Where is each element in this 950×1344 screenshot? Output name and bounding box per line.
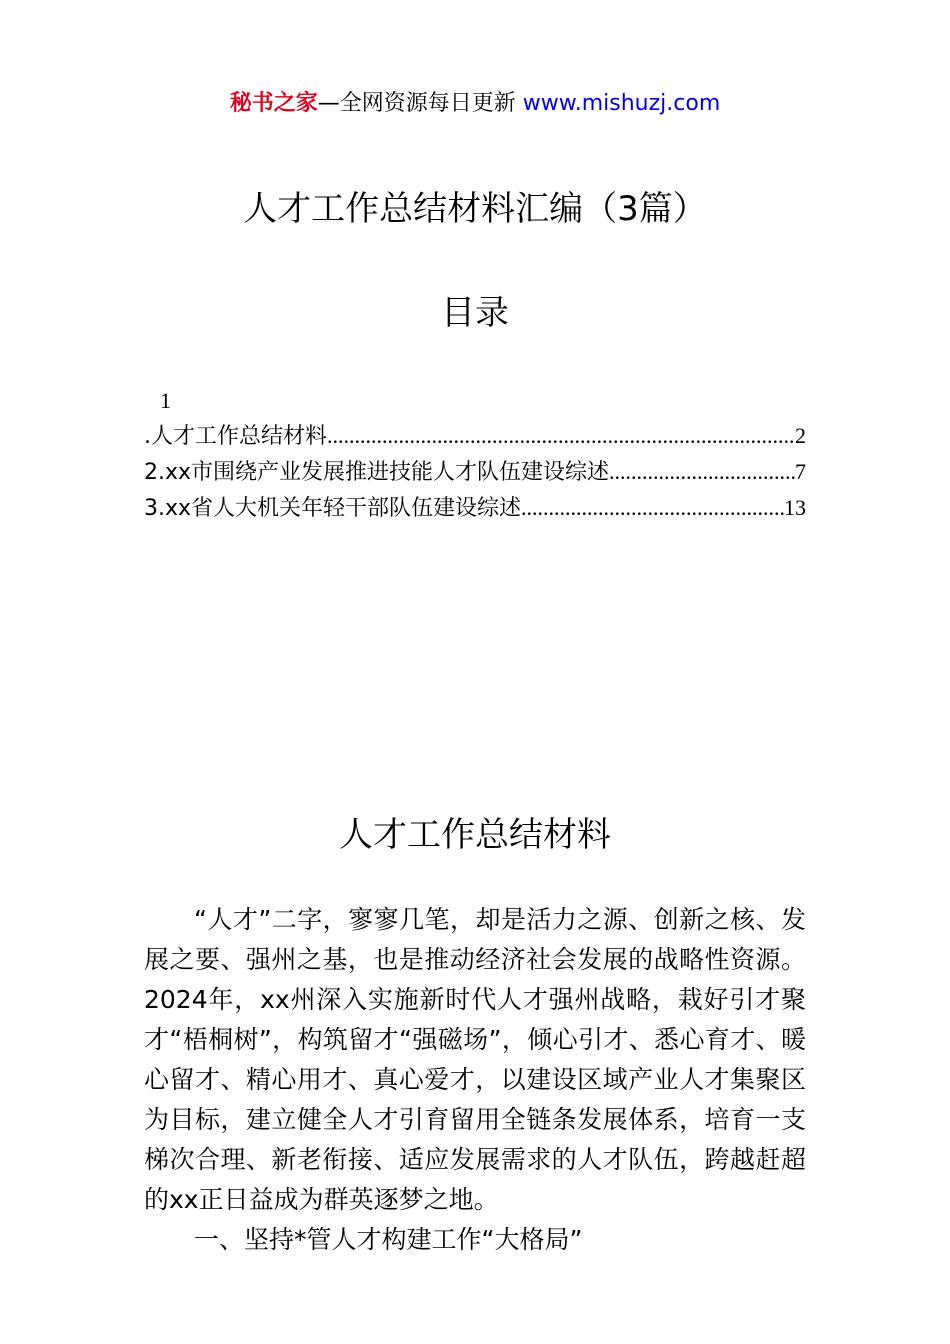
toc-entry-page: 2 <box>795 423 806 448</box>
toc-entry-1[interactable] <box>144 418 806 454</box>
section-subheading: 一、坚持*管人才构建工作“大格局” <box>194 1225 583 1254</box>
toc-heading: 目录 <box>441 293 509 333</box>
site-header <box>0 88 950 120</box>
document-title: 人才工作总结材料汇编（3篇） <box>243 189 707 229</box>
brand-name: 秘书之家 <box>229 91 318 116</box>
toc-entry-2[interactable] <box>144 454 806 490</box>
toc-entry-page: 13 <box>784 495 806 520</box>
toc-entry-3[interactable] <box>144 490 806 526</box>
toc-dot-leader <box>609 454 795 490</box>
header-slogan: —全网资源每日更新 <box>317 91 516 116</box>
toc-entry-text: 2.xx市围绕产业发展推进技能人才队伍建设综述 <box>144 460 610 485</box>
toc-entry-text: .人才工作总结材料 <box>144 424 327 449</box>
toc-entry-text: 3.xx省人大机关年轻干部队伍建设综述 <box>144 496 522 521</box>
section-body <box>144 900 806 1260</box>
table-of-contents <box>144 384 806 526</box>
site-url-link[interactable]: www.mishuzj.com <box>515 91 721 116</box>
section-title: 人才工作总结材料 <box>339 815 611 855</box>
body-paragraph: “人才”二字，寥寥几笔，却是活力之源、创新之核、发展之要、强州之基，也是推动经济社会发展的战略性资源。2024年，xx州深入实施新时代人才强州战略，栽好引才聚才“梧桐树”，构筑留才“强磁场”，倾心引才、悉心育才、暖心留才、精心用才、真心爱才，以建设区域产业人才集聚区为目标，建立健全人才引育留用全链条发展体系，培育一支梯次合理、新老衔接、适应发展需求的人才队伍，跨越赶超的xx正日益成为群英逐梦之地。 <box>144 905 806 1214</box>
toc-dot-leader <box>521 490 784 526</box>
toc-first-number: 1 <box>160 388 171 413</box>
toc-dot-leader <box>327 418 795 454</box>
toc-entry-page: 7 <box>795 459 806 484</box>
